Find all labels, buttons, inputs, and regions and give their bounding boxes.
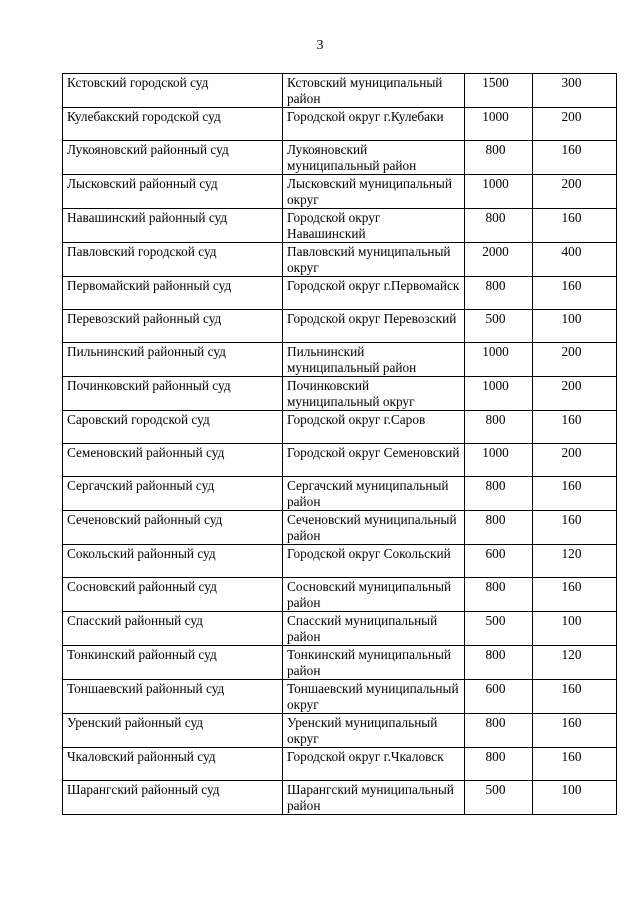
- value-a-cell: 800: [465, 141, 533, 175]
- table-row: [63, 243, 617, 277]
- table-row: [63, 477, 617, 511]
- municipality-cell: Городской округ Перевозский: [283, 310, 465, 343]
- municipality-cell: Починковский муниципальный округ: [283, 377, 465, 411]
- table-row: [63, 511, 617, 545]
- municipality-cell: Тонкинский муниципальный район: [283, 646, 465, 680]
- value-b-cell: 160: [533, 680, 617, 714]
- value-b-cell: 400: [533, 243, 617, 277]
- court-name-cell: Лукояновский районный суд: [63, 141, 283, 175]
- value-b-cell: 200: [533, 175, 617, 209]
- table-row: [63, 277, 617, 310]
- value-a-cell: 800: [465, 646, 533, 680]
- value-b-cell: 200: [533, 343, 617, 377]
- municipality-cell: Городской округ г.Кулебаки: [283, 108, 465, 141]
- value-a-cell: 500: [465, 612, 533, 646]
- court-name-cell: Сеченовский районный суд: [63, 511, 283, 545]
- value-a-cell: 800: [465, 511, 533, 545]
- value-b-cell: 300: [533, 74, 617, 108]
- court-name-cell: Уренский районный суд: [63, 714, 283, 748]
- value-b-cell: 200: [533, 444, 617, 477]
- value-b-cell: 100: [533, 612, 617, 646]
- municipality-cell: Уренский муниципальный округ: [283, 714, 465, 748]
- value-b-cell: 160: [533, 141, 617, 175]
- table-row: [63, 411, 617, 444]
- table-row: [63, 578, 617, 612]
- municipality-cell: Лысковский муниципальный округ: [283, 175, 465, 209]
- municipality-cell: Лукояновский муниципальный район: [283, 141, 465, 175]
- table-row: [63, 680, 617, 714]
- court-name-cell: Павловский городской суд: [63, 243, 283, 277]
- municipality-cell: Городской округ г.Первомайск: [283, 277, 465, 310]
- value-b-cell: 160: [533, 578, 617, 612]
- value-b-cell: 200: [533, 108, 617, 141]
- court-name-cell: Шарангский районный суд: [63, 781, 283, 815]
- value-a-cell: 1000: [465, 108, 533, 141]
- value-a-cell: 1500: [465, 74, 533, 108]
- court-name-cell: Сосновский районный суд: [63, 578, 283, 612]
- court-name-cell: Сокольский районный суд: [63, 545, 283, 578]
- value-a-cell: 500: [465, 310, 533, 343]
- table-row: [63, 748, 617, 781]
- value-b-cell: 160: [533, 511, 617, 545]
- table-row: [63, 74, 617, 108]
- value-a-cell: 800: [465, 477, 533, 511]
- value-a-cell: 1000: [465, 377, 533, 411]
- court-name-cell: Кстовский городской суд: [63, 74, 283, 108]
- municipality-cell: Городской округ Семеновский: [283, 444, 465, 477]
- table-row: [63, 108, 617, 141]
- table-row: [63, 310, 617, 343]
- municipality-cell: Городской округ г.Саров: [283, 411, 465, 444]
- value-b-cell: 160: [533, 748, 617, 781]
- court-name-cell: Тонкинский районный суд: [63, 646, 283, 680]
- value-b-cell: 160: [533, 277, 617, 310]
- table-row: [63, 781, 617, 815]
- table-row: [63, 377, 617, 411]
- courts-table-body: [63, 74, 617, 815]
- municipality-cell: Городской округ Сокольский: [283, 545, 465, 578]
- value-b-cell: 100: [533, 781, 617, 815]
- court-name-cell: Починковский районный суд: [63, 377, 283, 411]
- table-row: [63, 343, 617, 377]
- municipality-cell: Павловский муниципальный округ: [283, 243, 465, 277]
- table-row: [63, 545, 617, 578]
- municipality-cell: Спасский муниципальный район: [283, 612, 465, 646]
- page-number: 3: [316, 38, 324, 53]
- court-name-cell: Перевозский районный суд: [63, 310, 283, 343]
- value-b-cell: 120: [533, 646, 617, 680]
- court-name-cell: Навашинский районный суд: [63, 209, 283, 243]
- court-name-cell: Лысковский районный суд: [63, 175, 283, 209]
- municipality-cell: Городской округ г.Чкаловск: [283, 748, 465, 781]
- table-row: [63, 209, 617, 243]
- courts-table: [62, 73, 617, 815]
- value-a-cell: 2000: [465, 243, 533, 277]
- value-a-cell: 800: [465, 277, 533, 310]
- municipality-cell: Тоншаевский муниципальный округ: [283, 680, 465, 714]
- value-a-cell: 800: [465, 209, 533, 243]
- value-a-cell: 1000: [465, 343, 533, 377]
- court-name-cell: Саровский городской суд: [63, 411, 283, 444]
- court-name-cell: Спасский районный суд: [63, 612, 283, 646]
- table-row: [63, 612, 617, 646]
- table-row: [63, 141, 617, 175]
- value-a-cell: 800: [465, 578, 533, 612]
- municipality-cell: Шарангский муниципальный район: [283, 781, 465, 815]
- municipality-cell: Сергачский муниципальный район: [283, 477, 465, 511]
- court-name-cell: Кулебакский городской суд: [63, 108, 283, 141]
- court-name-cell: Пильнинский районный суд: [63, 343, 283, 377]
- table-row: [63, 444, 617, 477]
- value-b-cell: 120: [533, 545, 617, 578]
- table-row: [63, 175, 617, 209]
- value-b-cell: 160: [533, 411, 617, 444]
- value-b-cell: 200: [533, 377, 617, 411]
- value-b-cell: 160: [533, 477, 617, 511]
- value-a-cell: 1000: [465, 444, 533, 477]
- value-a-cell: 800: [465, 714, 533, 748]
- value-a-cell: 800: [465, 411, 533, 444]
- value-a-cell: 500: [465, 781, 533, 815]
- municipality-cell: Городской округ Навашинский: [283, 209, 465, 243]
- value-a-cell: 800: [465, 748, 533, 781]
- value-b-cell: 160: [533, 714, 617, 748]
- municipality-cell: Пильнинский муниципальный район: [283, 343, 465, 377]
- court-name-cell: Тоншаевский районный суд: [63, 680, 283, 714]
- court-name-cell: Сергачский районный суд: [63, 477, 283, 511]
- value-a-cell: 1000: [465, 175, 533, 209]
- municipality-cell: Сеченовский муниципальный район: [283, 511, 465, 545]
- court-name-cell: Первомайский районный суд: [63, 277, 283, 310]
- value-a-cell: 600: [465, 680, 533, 714]
- value-a-cell: 600: [465, 545, 533, 578]
- court-name-cell: Чкаловский районный суд: [63, 748, 283, 781]
- table-row: [63, 714, 617, 748]
- value-b-cell: 160: [533, 209, 617, 243]
- table-row: [63, 646, 617, 680]
- municipality-cell: Кстовский муниципальный район: [283, 74, 465, 108]
- court-name-cell: Семеновский районный суд: [63, 444, 283, 477]
- value-b-cell: 100: [533, 310, 617, 343]
- municipality-cell: Сосновский муниципальный район: [283, 578, 465, 612]
